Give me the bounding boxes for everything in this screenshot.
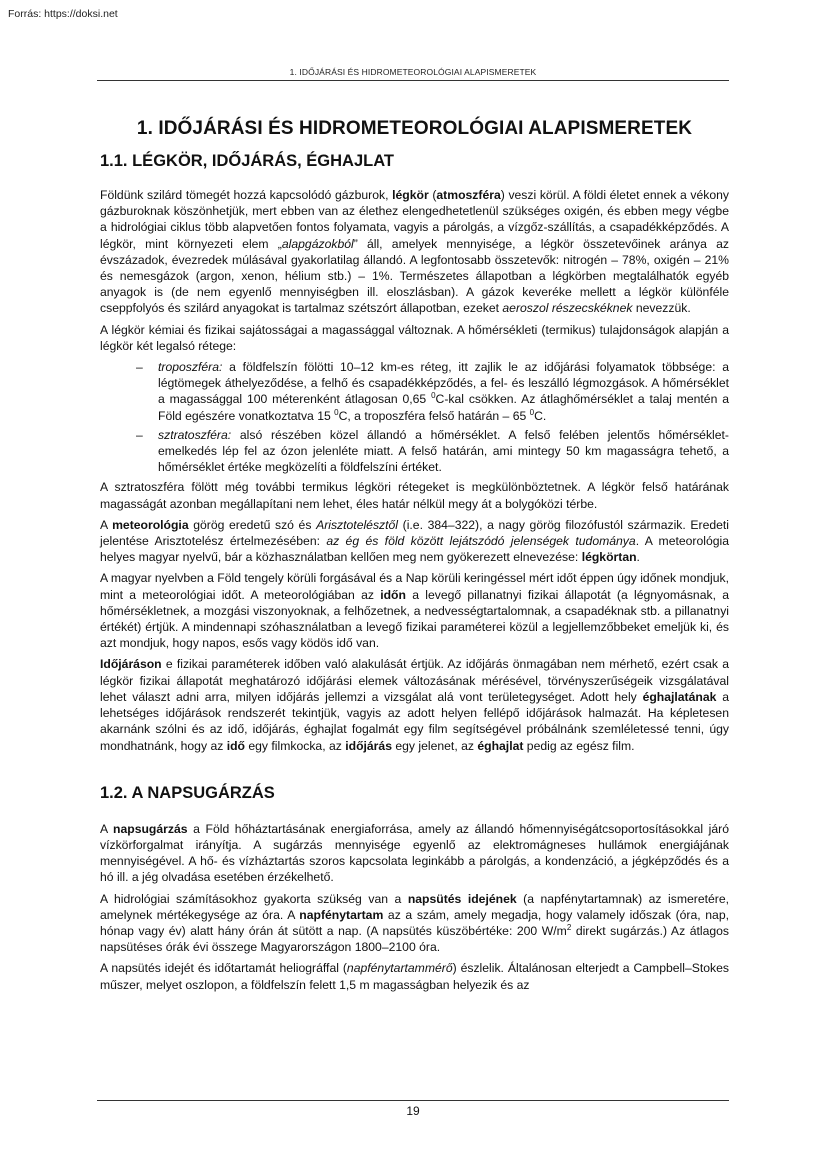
text-run: (a napfénytartamnak) az ismeretére, amelynek mértékegysége az óra. A — [100, 891, 730, 922]
section-heading-1-2: 1.2. A NAPSUGÁRZÁS — [100, 783, 275, 802]
italic-term: Arisztotelésztől — [316, 517, 399, 532]
italic-term: aeroszol részecskéknek — [502, 301, 633, 316]
text-run: A — [100, 517, 113, 532]
text-run: e fizikai paraméterek időben való alakulását értjük. Az időjárás önmagában nem mérhető, ezért csak a légkör fizikai állapotát meghatározó időjárási elemek változásának mérésével, törvényszerűségeik vizsgálatával lehet választ adni arra, milyen időjárás jellemzi a vizsgálat alá vont területegységet. Adott hely — [100, 657, 729, 704]
text-run: a Föld hőháztartásának energiaforrása, amely az állandó hőmennyiségátcsoportosításokkal járó vízkörforgalmat irányítja. A sugárzás mennyisége egyenlő az elektromágneses hullámok energiájának mennyiségével. A hő- és vízháztartás szoros kapcsolata leginkább a párolgás, a kondenzáció, a jégképződés és a hó ill. a jég olvadása esetében érzékelhető. — [100, 821, 730, 885]
text-run: A hidrológiai számításokhoz gyakorta szükség van a — [100, 891, 408, 906]
paragraph — [100, 517, 729, 566]
text-run: ) veszi körül. A földi életet ennek a vékony gázburoknak köszönhetjük, mert ebben van az élethez elengedhetetlenül szükséges oxigén, és ebben megy végbe a hidrológiai ciklus több alapvetően fontos folyamata, vagyis a párolgás, a vízgőz-szállítás, a csapadékképződés. A légkör, mint környezeti elem „ — [100, 188, 729, 251]
superscript: 0 — [431, 391, 436, 401]
layer-list — [100, 359, 729, 475]
bold-term: időjárás — [345, 738, 392, 753]
text-run: a levegő pillanatnyi fizikai állapotát (a légnyomásnak, a hőmérsékletnek, a mozgási viszonyoknak, a felhőzetnek, a nedvességtartalomnak, a csapadéknak stb. a pillanatnyi értékét) értjük. A mindennapi szóhasználatban a levegő fizikai paraméterei közül a legjellemzőbbeket emeljük ki, és azt mondjuk, hogy napos, esős vagy ködös idő van. — [100, 587, 730, 651]
bold-term: napsugárzás — [113, 821, 188, 836]
section-heading-1-1: 1.1. LÉGKÖR, IDŐJÁRÁS, ÉGHAJLAT — [100, 152, 394, 170]
italic-term: alapgázokból — [281, 236, 354, 251]
text-run: ) észlelik. Általánosan elterjedt a Campbell–Stokes műszer, melyet oszlopon, a földfelszín felett 1,5 m magasságban helyezik és az — [100, 961, 729, 992]
dash-mark: – — [136, 360, 143, 375]
text-run: Földünk szilárd tömegét hozzá kapcsolódó gázburok, — [100, 188, 393, 202]
page-number: 19 — [406, 1104, 420, 1118]
bold-term: idő — [226, 738, 245, 753]
text-run: A légkör kémiai és fizikai sajátosságai a magassággal változnak. A hőmérsékleti (termikus) tulajdonságok alapján a légkör két legalsó rétege: — [100, 322, 729, 353]
text-run: A sztratoszféra fölött még további termikus légköri rétegeket is megkülönböztetnek. A légkör felső határának magasságát azonban megállapítani nem lehet, éles határ nélkül megy át a bolygóközi térbe. — [100, 480, 729, 511]
chapter-title: 1. IDŐJÁRÁSI ÉS HIDROMETEOROLÓGIAI ALAPISMERETEK — [136, 118, 693, 139]
text-run: (i.e. 384–322), a nagy görög filozófustól származik. Eredeti jelentése Arisztotelész értelmezésében: — [100, 517, 730, 549]
running-header: 1. IDŐJÁRÁSI ÉS HIDROMETEOROLÓGIAI ALAPISMERETEK — [289, 67, 537, 77]
dash-mark: – — [136, 427, 143, 442]
text-run: nevezzük. — [632, 301, 691, 316]
text-run: C. — [534, 408, 547, 423]
italic-term: napfénytartammérő — [346, 961, 453, 976]
bold-term: meteorológia — [112, 517, 189, 532]
superscript: 2 — [566, 922, 572, 932]
paragraph — [100, 479, 729, 511]
bold-term: légkör — [392, 188, 429, 202]
page-content — [100, 112, 729, 998]
paragraph — [100, 187, 729, 317]
list-item — [136, 427, 729, 476]
italic-term: troposzféra: — [158, 360, 223, 375]
paragraph — [100, 891, 729, 956]
paragraph — [100, 656, 729, 753]
text-run: alsó részében közel állandó a hőmérséklet. A felső felében jelentős hőmérséklet-emelkedés lép fel az ózon jelenléte miatt. A felső határán, ami mintegy 50 km magasságra tehető, a hőmérséklet értéke megközelíti a földfelszíni értéket. — [158, 427, 729, 475]
list-item-text — [158, 360, 729, 423]
bold-term: időn — [380, 587, 406, 602]
text-run: . A meteorológia helyes magyar nyelvű, bár a közhasználatban kellően meg nem gyökerezett elnevezése: — [100, 534, 730, 565]
bold-term: napsütés idejének — [407, 891, 517, 906]
paragraph — [100, 821, 729, 886]
paragraph — [100, 322, 729, 354]
text-run: az a szám, amely megadja, hogy valamely időszak (óra, nap, hónap vagy év) alatt hány órán át sütött a nap. (A napsütés küszöbértéke: 200 W/m — [100, 907, 729, 938]
list-item-text — [158, 428, 729, 474]
bold-term: éghajlatának — [642, 689, 717, 704]
text-run: A magyar nyelvben a Föld tengely körüli forgásával és a Nap körüli keringéssel mért időt éppen úgy időnek mondjuk, mint a meteorológiai időt. A meteorológiában az — [100, 571, 729, 602]
bold-term: éghajlat — [477, 738, 524, 753]
header-rule — [97, 80, 729, 81]
source-note: Forrás: https://doksi.net — [8, 8, 118, 20]
footer-rule — [97, 1100, 729, 1101]
text-run: A napsütés idejét és időtartamát heliográffal ( — [100, 961, 347, 976]
superscript: 0 — [529, 407, 535, 417]
bold-term: Időjáráson — [100, 657, 162, 672]
text-run: ” áll, amelyek mennyisége, a légkör összetevőinek aránya az évszázadok, évezredek múlásával gyakorlatilag állandó. A legfontosabb összetevők: nitrogén – 78%, oxigén – 21% és nemesgázok (argon, xenon, hélium stb.) – 1%. Természetes állapotban a légkörben megtalálhatók egyéb anyagok is (de nem egyenlő mennyiségben ill. eloszlásban). A gázok keveréke mellett a légkör különféle cseppfolyós és szilárd anyagokat is tartalmaz szétszórt állapotban, ezeket — [100, 236, 729, 316]
italic-term: sztratoszféra: — [158, 427, 232, 442]
text-run: pedig az egész film. — [523, 738, 635, 753]
text-run: C, a troposzféra felső határán – 65 — [338, 408, 530, 423]
text-run: . — [636, 550, 640, 565]
bold-term: atmoszféra — [436, 188, 501, 202]
bold-term: légkörtan — [581, 550, 637, 565]
bold-term: napfénytartam — [299, 907, 384, 922]
text-run: egy jelenet, az — [391, 738, 478, 753]
italic-term: az ég és föld között lejátszódó jelenségek tudománya — [326, 534, 636, 549]
text-run: direkt sugárzás.) Az átlagos napsütéses órák évi összege Magyarországon 1800–2100 óra. — [100, 923, 730, 955]
text-run: a földfelszín fölötti 10–12 km-es réteg, itt zajlik le az időjárási folyamatok többsége: a légtömegek áthelyeződése, a felhő és csapadékképződés, a fel- és leszálló légmozgások. A hőmérséklet a magassággal 100 méterenként átlagosan 0,65 — [158, 360, 729, 407]
text-run: C-kal csökken. Az átlaghőmérséklet a talaj mentén a Föld egészére vonatkoztatva 15 — [158, 392, 729, 423]
list-item — [136, 359, 729, 424]
superscript: 0 — [334, 407, 339, 417]
text-run: egy filmkocka, az — [244, 738, 346, 753]
text-run: A — [100, 821, 114, 836]
text-run: ( — [428, 188, 437, 202]
paragraph — [100, 570, 729, 651]
text-run: görög eredetű szó és — [188, 517, 317, 532]
text-run: a lehetséges időjárások rendszerét tekintjük, vagyis az adott helyen fellépő időjárások halmazát. Ha képletesen akarnánk szólni és az idő, időjárás, éghajlat fogalmát egy film segítségével próbálnánk szemléletessé tenni, úgy mondhatnánk, hogy az — [100, 689, 729, 753]
paragraph — [100, 960, 729, 992]
